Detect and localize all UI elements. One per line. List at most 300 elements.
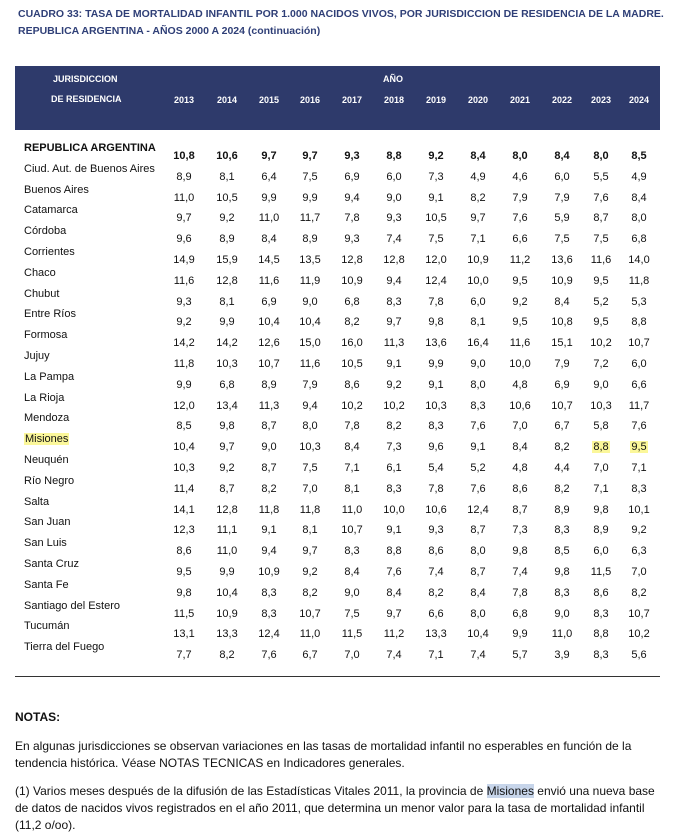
cell-value: 9,1 <box>470 441 486 454</box>
header-year-2014: 2014 <box>216 95 238 105</box>
cell-2014 <box>207 358 247 370</box>
row-jurisdiccion-label: Formosa <box>24 329 68 342</box>
cell-2014 <box>207 296 247 308</box>
cell-value: 8,8 <box>386 150 402 162</box>
cell-value: 14,9 <box>173 254 195 266</box>
cell-value: 6,0 <box>554 170 570 183</box>
cell-value: 10,5 <box>425 212 447 225</box>
cell-2024 <box>619 420 659 432</box>
cell-2017 <box>332 462 372 474</box>
cell-value: 9,9 <box>261 191 277 204</box>
row-jurisdiccion <box>24 204 78 216</box>
cell-2017 <box>332 524 372 536</box>
cell-value: 7,8 <box>512 586 528 599</box>
cell-value: 5,8 <box>593 420 609 433</box>
cell-value: 9,2 <box>386 378 402 391</box>
cell-2021 <box>500 566 540 578</box>
cell-2022 <box>542 171 582 183</box>
cell-value: 7,2 <box>593 358 609 370</box>
cell-value: 5,6 <box>631 649 647 662</box>
row-jurisdiccion-label: Chubut <box>24 287 60 300</box>
title-line-2: REPUBLICA ARGENTINA - AÑOS 2000 A 2024 (continuación) <box>18 25 321 37</box>
cell-2015 <box>249 171 289 183</box>
cell-2017 <box>332 628 372 640</box>
cell-value: 14,2 <box>216 337 238 350</box>
cell-2019 <box>416 275 456 287</box>
cell-2024 <box>619 566 659 578</box>
cell-2021 <box>500 504 540 516</box>
cell-2014 <box>207 275 247 287</box>
cell-value: 11,6 <box>173 274 195 287</box>
cell-value: 11,0 <box>173 191 195 204</box>
cell-2021 <box>500 171 540 183</box>
cell-value: 7,3 <box>428 170 444 183</box>
row-jurisdiccion-label: Ciud. Aut. de Buenos Aires <box>24 162 155 175</box>
cell-2016 <box>290 504 330 516</box>
cell-2018 <box>374 275 414 287</box>
cell-2013 <box>164 628 204 640</box>
cell-2022 <box>542 608 582 620</box>
cell-value: 7,8 <box>428 482 444 495</box>
row-jurisdiccion <box>24 288 59 300</box>
cell-2024 <box>619 462 659 474</box>
cell-2019 <box>416 379 456 391</box>
cell-2016 <box>290 192 330 204</box>
cell-value: 10,9 <box>216 607 238 620</box>
cell-value: 5,7 <box>512 649 528 662</box>
header-year-2016: 2016 <box>299 95 321 105</box>
table-row <box>0 558 674 579</box>
header-year-2022: 2022 <box>551 95 573 105</box>
row-jurisdiccion-label: San Juan <box>24 516 71 529</box>
cell-value: 6,0 <box>593 545 609 558</box>
cell-2019 <box>416 316 456 328</box>
row-jurisdiccion-label: Tucumán <box>24 620 70 633</box>
cell-2015 <box>249 566 289 578</box>
cell-2015 <box>249 628 289 640</box>
row-jurisdiccion <box>24 579 69 591</box>
row-jurisdiccion-label: Chaco <box>24 266 56 279</box>
cell-value: 13,4 <box>216 399 238 412</box>
cell-value: 8,7 <box>470 524 486 537</box>
cell-2020 <box>458 316 498 328</box>
cell-2015 <box>249 316 289 328</box>
cell-value: 12,8 <box>383 254 405 266</box>
cell-value: 6,8 <box>631 233 647 246</box>
cell-value: 8,3 <box>593 649 609 662</box>
cell-value: 4,8 <box>512 378 528 391</box>
row-jurisdiccion <box>24 516 70 528</box>
table-row <box>0 371 674 392</box>
cell-2019 <box>416 441 456 453</box>
cell-2024 <box>619 337 659 349</box>
cell-2024 <box>619 483 659 495</box>
cell-2013 <box>164 275 204 287</box>
cell-value: 9,0 <box>261 441 277 454</box>
cell-value: 9,5 <box>593 274 609 287</box>
cell-2016 <box>290 358 330 370</box>
cell-2019 <box>416 296 456 308</box>
header-residencia: DE RESIDENCIA <box>51 94 122 104</box>
cell-2014 <box>207 212 247 224</box>
cell-value: 8,0 <box>302 420 318 433</box>
cell-2016 <box>290 566 330 578</box>
cell-value: 10,4 <box>216 586 238 599</box>
cell-value: 8,4 <box>470 150 486 162</box>
cell-value: 7,5 <box>428 233 444 246</box>
cell-value: 8,4 <box>631 191 647 204</box>
cell-value: 4,4 <box>554 462 570 474</box>
table-bottom-rule <box>15 676 660 677</box>
row-jurisdiccion <box>24 475 74 487</box>
cell-value: 9,7 <box>219 441 235 454</box>
row-jurisdiccion-label: Neuquén <box>24 454 69 466</box>
cell-2020 <box>458 337 498 349</box>
cell-2017 <box>332 171 372 183</box>
cell-value: 8,0 <box>631 212 647 225</box>
cell-2016 <box>290 441 330 453</box>
cell-2024 <box>619 504 659 516</box>
cell-2021 <box>500 587 540 599</box>
cell-2018 <box>374 150 414 162</box>
cell-2019 <box>416 212 456 224</box>
table-row <box>0 246 674 267</box>
cell-2022 <box>542 649 582 661</box>
cell-2021 <box>500 524 540 536</box>
cell-value: 8,2 <box>554 441 570 454</box>
table-row <box>0 350 674 371</box>
notes-p2-highlight: Misiones <box>486 784 534 798</box>
cell-2024 <box>619 296 659 308</box>
cell-2018 <box>374 628 414 640</box>
cell-2024 <box>619 192 659 204</box>
cell-value: 9,8 <box>512 545 528 558</box>
cell-2023 <box>581 504 621 516</box>
cell-value: 12,8 <box>341 254 363 266</box>
cell-value: 8,2 <box>386 420 402 433</box>
cell-2018 <box>374 254 414 266</box>
cell-value: 8,2 <box>470 191 486 204</box>
cell-value: 11,6 <box>258 274 280 287</box>
cell-value: 10,4 <box>173 441 195 454</box>
cell-2017 <box>332 400 372 412</box>
cell-2013 <box>164 400 204 412</box>
cell-value: 6,9 <box>554 378 570 391</box>
header-year-2015: 2015 <box>258 95 280 105</box>
table-row <box>0 537 674 558</box>
cell-2016 <box>290 254 330 266</box>
cell-value: 8,4 <box>554 150 570 162</box>
cell-value: 8,0 <box>512 150 528 162</box>
header-year-2021: 2021 <box>509 95 531 105</box>
row-jurisdiccion <box>24 308 76 320</box>
row-jurisdiccion <box>24 329 67 341</box>
cell-value: 11,3 <box>383 337 405 350</box>
row-jurisdiccion <box>24 558 79 570</box>
table-row <box>0 641 674 662</box>
cell-value: 7,5 <box>554 233 570 246</box>
cell-value: 8,2 <box>219 649 235 662</box>
cell-value: 7,5 <box>302 462 318 474</box>
cell-2018 <box>374 192 414 204</box>
cell-value: 9,7 <box>176 212 192 225</box>
cell-2017 <box>332 566 372 578</box>
cell-2014 <box>207 649 247 661</box>
row-jurisdiccion <box>24 600 120 612</box>
cell-value: 11,0 <box>551 628 573 641</box>
cell-value: 12,4 <box>258 628 280 641</box>
cell-value: 9,4 <box>344 191 360 204</box>
cell-value: 9,0 <box>386 191 402 204</box>
cell-2013 <box>164 296 204 308</box>
cell-2018 <box>374 171 414 183</box>
cell-2014 <box>207 150 247 162</box>
table-row <box>0 142 674 163</box>
cell-value: 11,4 <box>173 482 195 495</box>
cell-value: 5,2 <box>593 295 609 308</box>
cell-value: 8,7 <box>512 503 528 516</box>
cell-value: 8,1 <box>219 295 235 308</box>
cell-value: 7,0 <box>302 482 318 495</box>
header-year-2020: 2020 <box>467 95 489 105</box>
table-row <box>0 267 674 288</box>
cell-value: 8,5 <box>176 420 192 433</box>
cell-value: 9,2 <box>176 316 192 329</box>
cell-2016 <box>290 337 330 349</box>
cell-value: 10,5 <box>341 358 363 370</box>
cell-value: 9,8 <box>176 586 192 599</box>
cell-value: 8,3 <box>631 482 647 495</box>
table-row <box>0 288 674 309</box>
cell-2020 <box>458 150 498 162</box>
cell-2015 <box>249 379 289 391</box>
cell-value: 6,7 <box>554 420 570 433</box>
cell-value: 16,0 <box>341 337 363 350</box>
cell-2013 <box>164 462 204 474</box>
table-title <box>18 6 668 40</box>
cell-2021 <box>500 400 540 412</box>
cell-value: 7,8 <box>344 420 360 433</box>
cell-2014 <box>207 337 247 349</box>
cell-value: 10,7 <box>551 399 573 412</box>
cell-2017 <box>332 233 372 245</box>
cell-value: 11,8 <box>173 358 195 370</box>
cell-value: 9,3 <box>176 295 192 308</box>
cell-2014 <box>207 566 247 578</box>
cell-2020 <box>458 566 498 578</box>
cell-value: 10,9 <box>467 254 489 266</box>
cell-value: 8,8 <box>386 545 402 558</box>
cell-2022 <box>542 192 582 204</box>
cell-2023 <box>581 545 621 557</box>
cell-2017 <box>332 212 372 224</box>
row-jurisdiccion-label: Catamarca <box>24 204 78 217</box>
cell-value: 8,2 <box>344 316 360 329</box>
cell-2023 <box>581 649 621 661</box>
cell-2023 <box>581 296 621 308</box>
cell-value: 9,2 <box>219 212 235 225</box>
cell-2022 <box>542 358 582 370</box>
cell-2016 <box>290 379 330 391</box>
row-jurisdiccion-label: Córdoba <box>24 225 67 238</box>
row-jurisdiccion-label: Entre Ríos <box>24 308 76 321</box>
cell-value: 12,0 <box>425 254 447 266</box>
cell-2019 <box>416 462 456 474</box>
cell-value: 9,2 <box>512 295 528 308</box>
cell-value: 15,0 <box>299 337 321 350</box>
cell-2022 <box>542 504 582 516</box>
cell-value: 14,2 <box>173 337 195 350</box>
cell-value: 8,3 <box>428 420 444 433</box>
cell-2019 <box>416 524 456 536</box>
cell-2015 <box>249 275 289 287</box>
cell-value: 9,5 <box>512 316 528 329</box>
cell-value: 13,1 <box>173 628 195 641</box>
cell-value: 8,8 <box>631 316 647 329</box>
cell-value: 9,3 <box>344 150 360 162</box>
cell-value: 8,5 <box>554 545 570 558</box>
cell-value: 10,1 <box>628 503 650 516</box>
row-jurisdiccion-label: Salta <box>24 495 50 508</box>
cell-value: 8,6 <box>344 378 360 391</box>
cell-value: 7,6 <box>470 482 486 495</box>
cell-value: 10,7 <box>299 607 321 620</box>
cell-value: 9,0 <box>470 358 486 370</box>
cell-value: 8,3 <box>554 524 570 537</box>
cell-2019 <box>416 483 456 495</box>
cell-2013 <box>164 171 204 183</box>
cell-2016 <box>290 628 330 640</box>
cell-2016 <box>290 275 330 287</box>
cell-2024 <box>619 379 659 391</box>
cell-2017 <box>332 192 372 204</box>
cell-2017 <box>332 587 372 599</box>
cell-2017 <box>332 649 372 661</box>
cell-value: 8,3 <box>261 586 277 599</box>
cell-value: 8,4 <box>261 233 277 246</box>
cell-2022 <box>542 233 582 245</box>
cell-2023 <box>581 462 621 474</box>
row-jurisdiccion <box>24 184 89 196</box>
cell-value: 8,8 <box>593 628 609 641</box>
cell-value: 5,2 <box>470 462 486 474</box>
cell-value: 14,5 <box>258 254 280 266</box>
cell-2014 <box>207 587 247 599</box>
cell-value: 9,9 <box>302 191 318 204</box>
cell-value: 9,4 <box>261 545 277 558</box>
cell-value: 7,8 <box>428 295 444 308</box>
cell-2018 <box>374 400 414 412</box>
cell-value: 8,1 <box>219 170 235 183</box>
cell-2014 <box>207 545 247 557</box>
cell-2024 <box>619 441 659 453</box>
cell-value: 8,7 <box>593 212 609 225</box>
cell-value: 8,7 <box>470 566 486 578</box>
cell-value: 11,2 <box>509 254 531 266</box>
cell-2016 <box>290 524 330 536</box>
cell-value: 9,2 <box>428 150 444 162</box>
table-row <box>0 454 674 475</box>
cell-value: 6,0 <box>470 295 486 308</box>
cell-value: 7,1 <box>631 462 647 474</box>
cell-value: 9,1 <box>428 191 444 204</box>
cell-2020 <box>458 254 498 266</box>
cell-value: 7,5 <box>344 607 360 620</box>
cell-2016 <box>290 587 330 599</box>
cell-2021 <box>500 254 540 266</box>
cell-2019 <box>416 649 456 661</box>
cell-value: 4,8 <box>512 462 528 474</box>
cell-2020 <box>458 275 498 287</box>
cell-2019 <box>416 587 456 599</box>
cell-value: 7,9 <box>512 191 528 204</box>
cell-2018 <box>374 483 414 495</box>
cell-value: 7,4 <box>386 649 402 662</box>
row-jurisdiccion-label: Buenos Aires <box>24 183 89 196</box>
cell-value: 10,4 <box>299 316 321 329</box>
cell-value: 9,5 <box>593 316 609 329</box>
cell-2018 <box>374 212 414 224</box>
cell-2016 <box>290 400 330 412</box>
table-row <box>0 412 674 433</box>
cell-2021 <box>500 379 540 391</box>
cell-2019 <box>416 628 456 640</box>
cell-value: 6,7 <box>302 649 318 662</box>
cell-2021 <box>500 628 540 640</box>
cell-2022 <box>542 483 582 495</box>
cell-value: 9,1 <box>428 378 444 391</box>
cell-2024 <box>619 171 659 183</box>
cell-value: 10,3 <box>173 462 195 474</box>
cell-2018 <box>374 337 414 349</box>
cell-value: 12,8 <box>216 274 238 287</box>
row-jurisdiccion-label: REPUBLICA ARGENTINA <box>24 142 156 154</box>
cell-value: 7,6 <box>386 566 402 578</box>
cell-value: 13,6 <box>551 254 573 266</box>
cell-value: 6,8 <box>344 295 360 308</box>
cell-value: 10,2 <box>383 399 405 412</box>
cell-2024 <box>619 545 659 557</box>
cell-2020 <box>458 212 498 224</box>
cell-value: 8,9 <box>176 170 192 183</box>
cell-value: 11,1 <box>216 524 238 537</box>
cell-2022 <box>542 587 582 599</box>
cell-value: 10,3 <box>425 399 447 412</box>
cell-2021 <box>500 649 540 661</box>
cell-value: 7,4 <box>386 233 402 246</box>
cell-value: 7,1 <box>593 482 609 495</box>
cell-value: 9,9 <box>428 358 444 370</box>
cell-2013 <box>164 504 204 516</box>
cell-value: 9,2 <box>219 462 235 474</box>
table-row <box>0 329 674 350</box>
cell-value: 8,7 <box>219 482 235 495</box>
cell-2019 <box>416 420 456 432</box>
row-jurisdiccion <box>24 371 74 383</box>
cell-2021 <box>500 296 540 308</box>
cell-2020 <box>458 420 498 432</box>
cell-value: 6,3 <box>631 545 647 558</box>
table-row <box>0 225 674 246</box>
cell-value: 15,1 <box>551 337 573 350</box>
cell-value: 8,2 <box>428 586 444 599</box>
cell-2024 <box>619 649 659 661</box>
cell-2024 <box>619 400 659 412</box>
cell-2022 <box>542 524 582 536</box>
cell-2020 <box>458 483 498 495</box>
cell-2015 <box>249 212 289 224</box>
row-jurisdiccion <box>24 142 156 154</box>
